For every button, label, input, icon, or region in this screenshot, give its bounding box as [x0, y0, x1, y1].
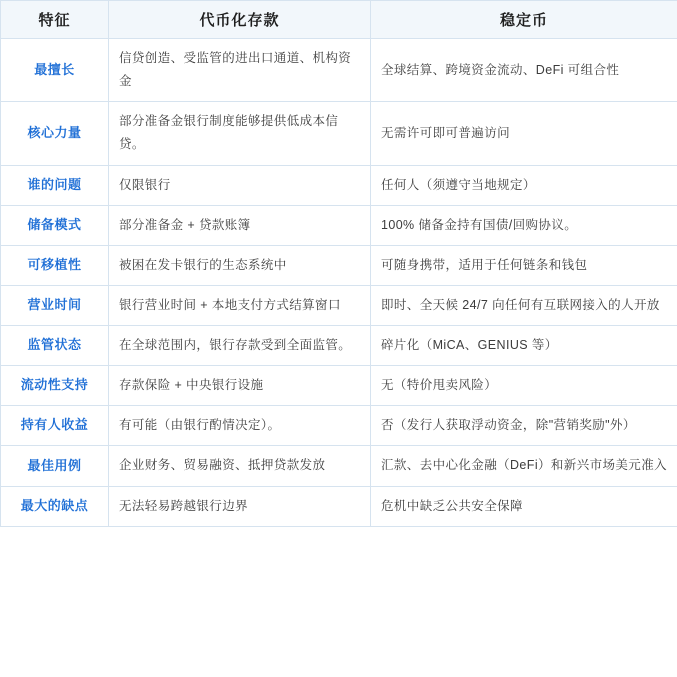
- row-tokenized-value: 部分准备金 + 贷款账簿: [109, 205, 371, 245]
- table-row: [1, 245, 677, 285]
- row-feature-label: 监管状态: [1, 326, 109, 366]
- table-row: [1, 366, 677, 406]
- row-stablecoin-value: 任何人（须遵守当地规定）: [371, 165, 677, 205]
- row-stablecoin-value: 汇款、去中心化金融（DeFi）和新兴市场美元准入: [371, 446, 677, 486]
- row-stablecoin-value: 无（特价甩卖风险）: [371, 366, 677, 406]
- row-feature-label: 最擅长: [1, 39, 109, 102]
- row-feature-label: 流动性支持: [1, 366, 109, 406]
- row-tokenized-value: 有可能（由银行酌情决定）。: [109, 406, 371, 446]
- row-tokenized-value: 企业财务、贸易融资、抵押贷款发放: [109, 446, 371, 486]
- column-header-feature: 特征: [1, 1, 109, 39]
- row-feature-label: 可移植性: [1, 245, 109, 285]
- row-tokenized-value: 被困在发卡银行的生态系统中: [109, 245, 371, 285]
- row-stablecoin-value: 否（发行人获取浮动资金，除"营销奖励"外）: [371, 406, 677, 446]
- row-feature-label: 储备模式: [1, 205, 109, 245]
- table-row: [1, 165, 677, 205]
- table-row: [1, 486, 677, 526]
- row-tokenized-value: 仅限银行: [109, 165, 371, 205]
- table-row: [1, 285, 677, 325]
- row-feature-label: 谁的问题: [1, 165, 109, 205]
- row-stablecoin-value: 无需许可即可普遍访问: [371, 102, 677, 165]
- row-tokenized-value: 银行营业时间 + 本地支付方式结算窗口: [109, 285, 371, 325]
- table-row: [1, 326, 677, 366]
- row-tokenized-value: 存款保险 + 中央银行设施: [109, 366, 371, 406]
- row-feature-label: 核心力量: [1, 102, 109, 165]
- row-feature-label: 最大的缺点: [1, 486, 109, 526]
- table-row: [1, 39, 677, 102]
- table-row: [1, 446, 677, 486]
- table-row: [1, 406, 677, 446]
- row-stablecoin-value: 碎片化（MiCA、GENIUS 等）: [371, 326, 677, 366]
- row-stablecoin-value: 全球结算、跨境资金流动、DeFi 可组合性: [371, 39, 677, 102]
- row-feature-label: 最佳用例: [1, 446, 109, 486]
- column-header-tokenized-deposits: 代币化存款: [109, 1, 371, 39]
- row-tokenized-value: 部分准备金银行制度能够提供低成本信贷。: [109, 102, 371, 165]
- table-row: [1, 102, 677, 165]
- row-stablecoin-value: 100% 储备金持有国债/回购协议。: [371, 205, 677, 245]
- table-body: [1, 39, 677, 527]
- row-feature-label: 持有人收益: [1, 406, 109, 446]
- row-stablecoin-value: 可随身携带，适用于任何链条和钱包: [371, 245, 677, 285]
- row-feature-label: 营业时间: [1, 285, 109, 325]
- table-header-row: [1, 1, 677, 39]
- table-header: [1, 1, 677, 39]
- row-tokenized-value: 信贷创造、受监管的进出口通道、机构资金: [109, 39, 371, 102]
- row-stablecoin-value: 危机中缺乏公共安全保障: [371, 486, 677, 526]
- column-header-stablecoin: 稳定币: [371, 1, 677, 39]
- table-row: [1, 205, 677, 245]
- row-stablecoin-value: 即时、全天候 24/7 向任何有互联网接入的人开放: [371, 285, 677, 325]
- row-tokenized-value: 在全球范围内，银行存款受到全面监管。: [109, 326, 371, 366]
- row-tokenized-value: 无法轻易跨越银行边界: [109, 486, 371, 526]
